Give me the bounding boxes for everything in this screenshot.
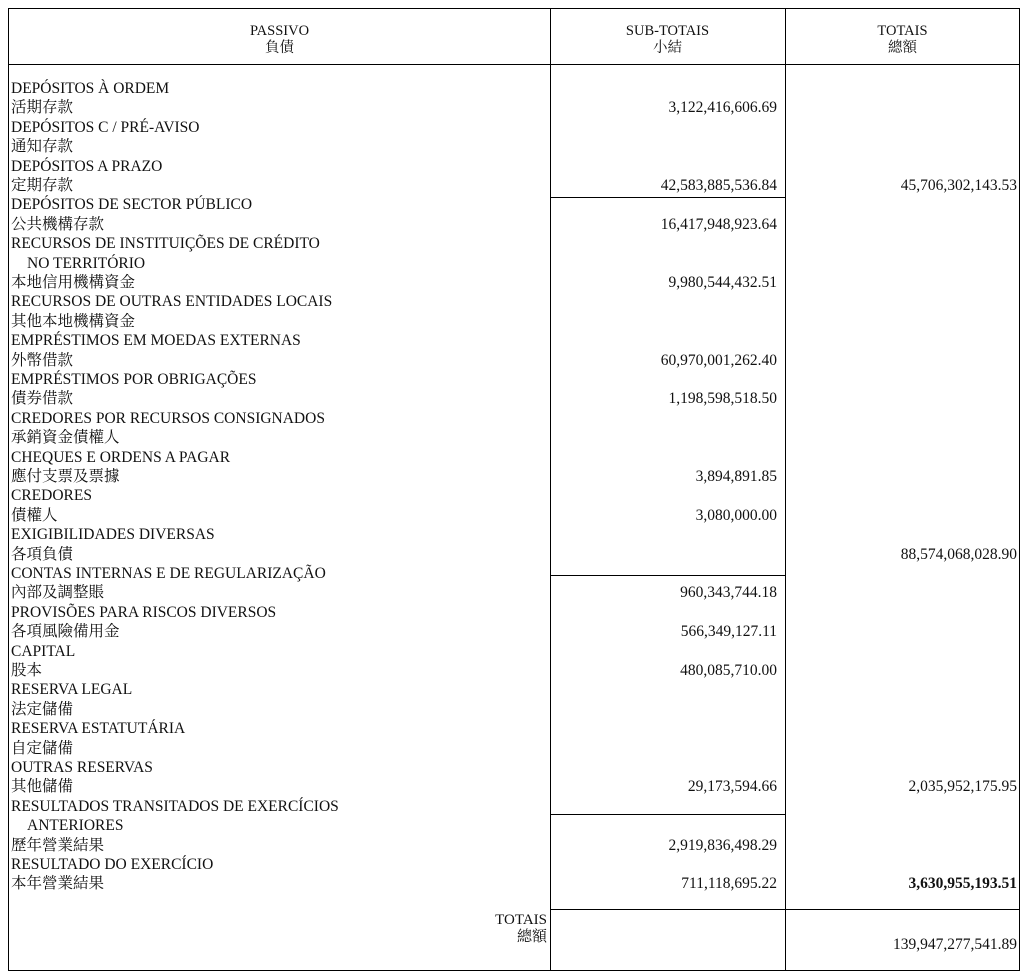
row-subtotal: 1,198,598,518.50	[668, 390, 777, 408]
row-label: CREDORES POR RECURSOS CONSIGNADOS	[11, 409, 325, 427]
column-divider-1	[550, 9, 551, 971]
row-subtotal: 960,343,744.18	[680, 584, 777, 602]
row-subtotal: 3,080,000.00	[695, 506, 777, 524]
header-subtotais-zh: 小結	[653, 40, 682, 56]
totals-rule	[550, 909, 1020, 910]
row-label: 其他本地機構資金	[11, 312, 136, 330]
row-label: 債權人	[11, 506, 58, 524]
header-totais	[785, 23, 1020, 57]
row-label: 公共機構存款	[11, 215, 105, 233]
header-totais-zh: 總額	[888, 40, 917, 56]
header-passivo-pt: PASSIVO	[249, 23, 310, 39]
footer-label-zh: 總額	[516, 929, 547, 945]
row-label: PROVISÕES PARA RISCOS DIVERSOS	[11, 603, 277, 621]
row-subtotal: 60,970,001,262.40	[660, 351, 777, 369]
row-label: EMPRÉSTIMOS POR OBRIGAÇÕES	[11, 371, 257, 388]
footer-label-pt: TOTAIS	[495, 912, 547, 928]
row-label: RECURSOS DE INSTITUIÇÕES DE CRÉDITO	[11, 235, 320, 253]
row-label: RESERVA ESTATUTÁRIA	[11, 720, 186, 738]
row-label: 其他儲備	[11, 778, 74, 796]
row-label: RESULTADO DO EXERCÍCIO	[11, 856, 214, 873]
row-label: 法定儲備	[11, 700, 74, 718]
header-totais-pt: TOTAIS	[877, 23, 928, 39]
row-label: OUTRAS RESERVAS	[11, 759, 153, 776]
row-label: DEPÓSITOS A PRAZO	[11, 157, 163, 175]
row-label: CHEQUES E ORDENS A PAGAR	[11, 448, 231, 466]
footer-label	[309, 912, 547, 946]
row-label: 應付支票及票據	[11, 468, 120, 485]
row-label: CONTAS INTERNAS E DE REGULARIZAÇÃO	[11, 565, 326, 582]
row-label: 自定儲備	[11, 739, 74, 757]
row-label: RESERVA LEGAL	[11, 681, 133, 699]
row-label: 本地信用機構資金	[11, 274, 136, 291]
header-passivo-zh: 負債	[265, 40, 294, 56]
row-total: 88,574,068,028.90	[900, 545, 1017, 563]
row-label: 通知存款	[11, 138, 74, 156]
row-label: 內部及調整賬	[11, 584, 105, 602]
row-label: EXIGIBILIDADES DIVERSAS	[11, 526, 215, 544]
header-passivo	[9, 23, 550, 57]
row-label: 各項負債	[11, 545, 74, 563]
subtotal-rule-3	[550, 814, 785, 815]
row-subtotal: 566,349,127.11	[680, 623, 777, 641]
row-subtotal: 3,122,416,606.69	[668, 99, 777, 117]
subtotal-rule-2	[550, 575, 785, 576]
row-subtotal: 480,085,710.00	[680, 662, 777, 679]
row-label: EMPRÉSTIMOS EM MOEDAS EXTERNAS	[11, 332, 301, 350]
row-label: 承銷資金債權人	[11, 429, 120, 447]
row-subtotal: 3,894,891.85	[695, 468, 777, 485]
row-label: 外幣借款	[11, 351, 74, 369]
row-label: RECURSOS DE OUTRAS ENTIDADES LOCAIS	[11, 293, 333, 311]
row-label: RESULTADOS TRANSITADOS DE EXERCÍCIOS	[11, 797, 339, 815]
row-total: 45,706,302,143.53	[900, 177, 1017, 194]
row-label: DEPÓSITOS DE SECTOR PÚBLICO	[11, 196, 253, 214]
row-label: 股本	[11, 662, 43, 679]
row-subtotal: 9,980,544,432.51	[668, 274, 777, 291]
row-label: NO TERRITÓRIO	[27, 254, 146, 272]
row-label: 歷年營業結果	[11, 836, 105, 854]
row-subtotal: 29,173,594.66	[687, 778, 777, 796]
row-label: 各項風險備用金	[11, 623, 120, 641]
row-subtotal: 42,583,885,536.84	[660, 177, 777, 194]
row-total: 3,630,955,193.51	[908, 875, 1017, 893]
row-subtotal: 711,118,695.22	[681, 875, 777, 893]
header-subtotais-pt: SUB-TOTAIS	[625, 23, 710, 39]
row-subtotal: 16,417,948,923.64	[660, 215, 777, 233]
subtotal-rule-1	[550, 197, 785, 198]
header-subtotais	[550, 23, 785, 57]
row-label: CREDORES	[11, 487, 92, 505]
column-divider-2	[785, 9, 786, 971]
row-label: DEPÓSITOS À ORDEM	[11, 80, 170, 97]
row-subtotal: 2,919,836,498.29	[668, 836, 777, 854]
row-label: 活期存款	[11, 99, 74, 117]
row-label: 債券借款	[11, 390, 74, 408]
row-label: DEPÓSITOS C / PRÉ-AVISO	[11, 118, 200, 136]
row-total: 2,035,952,175.95	[908, 778, 1017, 796]
row-label: 本年營業結果	[11, 875, 105, 893]
header-rule	[9, 64, 1020, 65]
row-label: ANTERIORES	[27, 817, 124, 835]
row-label: 定期存款	[11, 177, 74, 194]
grand-total: 139,947,277,541.89	[893, 936, 1017, 953]
row-label: CAPITAL	[11, 642, 76, 660]
balance-sheet-liabilities	[8, 8, 1020, 971]
